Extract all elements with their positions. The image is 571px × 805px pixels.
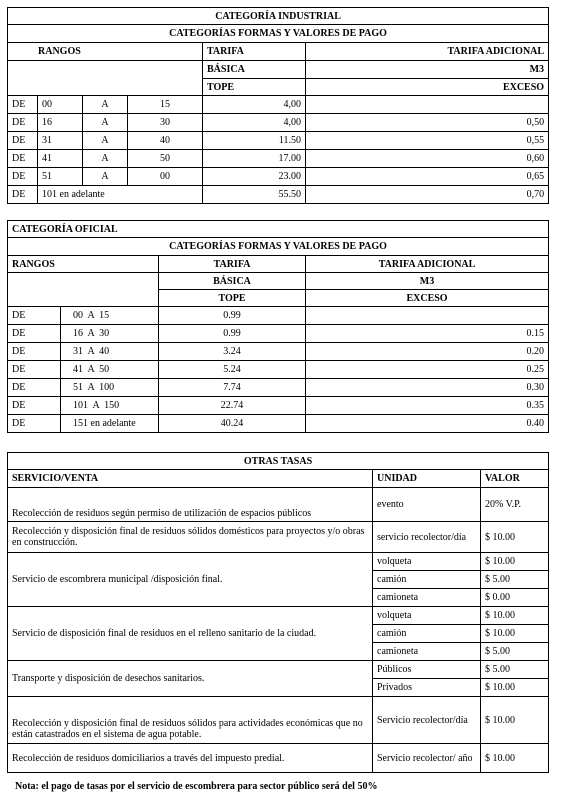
de-cell: DE (8, 96, 38, 114)
unidad-cell: Públicos (373, 661, 481, 679)
tope-cell: 23.00 (203, 168, 306, 186)
de-cell: DE (8, 132, 38, 150)
oficial-header-exceso: EXCESO (306, 290, 549, 307)
valor-cell: $ 10.00 (481, 553, 549, 571)
oficial-header-m3: M3 (306, 273, 549, 290)
de-cell: DE (8, 379, 61, 397)
exceso-cell: 0.40 (306, 415, 549, 433)
table-row (8, 186, 549, 204)
valor-cell: $ 10.00 (481, 607, 549, 625)
table-row (8, 697, 549, 744)
valor-cell: $ 5.00 (481, 643, 549, 661)
range-to: 50 (128, 150, 203, 168)
de-cell: DE (8, 114, 38, 132)
range-cell: 151 en adelante (61, 415, 159, 433)
range-a: A (83, 96, 128, 114)
unidad-cell: volqueta (373, 607, 481, 625)
tope-cell: 11.50 (203, 132, 306, 150)
exceso-cell: 0.30 (306, 379, 549, 397)
de-cell: DE (8, 397, 61, 415)
oficial-table (7, 220, 549, 433)
valor-cell: 20% V.P. (481, 488, 549, 522)
unidad-cell: camioneta (373, 589, 481, 607)
exceso-cell: 0,65 (306, 168, 549, 186)
oficial-subtitle: CATEGORÍAS FORMAS Y VALORES DE PAGO (8, 238, 549, 256)
table-row (8, 307, 549, 325)
table-row (8, 744, 549, 773)
tope-cell: 55.50 (203, 186, 306, 204)
industrial-title: CATEGORÍA INDUSTRIAL (8, 8, 549, 25)
range-cell: 101 A 150 (61, 397, 159, 415)
servicio-cell: Recolección y disposición final de residuos sólidos para actividades económicas que no están catastrados en el sistema de agua potable. (8, 697, 373, 744)
table-row (8, 132, 549, 150)
exceso-cell (306, 307, 549, 325)
range-cell: 16 A 30 (61, 325, 159, 343)
tope-cell: 4,00 (203, 96, 306, 114)
header-unidad: UNIDAD (373, 470, 481, 488)
range-to: 40 (128, 132, 203, 150)
servicio-cell: Transporte y disposición de desechos sanitarios. (8, 661, 373, 697)
exceso-cell: 0.35 (306, 397, 549, 415)
table-row (8, 379, 549, 397)
tope-cell: 0.99 (159, 307, 306, 325)
unidad-cell: volqueta (373, 553, 481, 571)
range-a: A (83, 150, 128, 168)
table-row (8, 168, 549, 186)
servicio-cell: Recolección de residuos domiciliarios a través del impuesto predial. (8, 744, 373, 773)
valor-cell: $ 10.00 (481, 697, 549, 744)
oficial-header-tarifa-adicional: TARIFA ADICIONAL (306, 256, 549, 273)
range-cell: 101 en adelante (38, 186, 203, 204)
industrial-header-basica: BÁSICA (203, 61, 306, 79)
valor-cell: $ 10.00 (481, 679, 549, 697)
otras-tasas-table (7, 452, 549, 773)
tope-cell: 7.74 (159, 379, 306, 397)
industrial-header-tarifa-adicional: TARIFA ADICIONAL (306, 43, 549, 61)
tope-cell: 5.24 (159, 361, 306, 379)
unidad-cell: servicio recolector/día (373, 522, 481, 553)
table-row (8, 397, 549, 415)
unidad-cell: camión (373, 625, 481, 643)
oficial-header-tarifa: TARIFA (159, 256, 306, 273)
table-row (8, 522, 549, 553)
header-valor: VALOR (481, 470, 549, 488)
unidad-cell: Servicio recolector/día (373, 697, 481, 744)
range-a: A (83, 168, 128, 186)
industrial-header-tope: TOPE (203, 79, 306, 96)
industrial-header-tarifa: TARIFA (203, 43, 306, 61)
tope-cell: 17.00 (203, 150, 306, 168)
table-row (8, 96, 549, 114)
valor-cell: $ 0.00 (481, 589, 549, 607)
range-from: 41 (38, 150, 83, 168)
exceso-cell: 0.25 (306, 361, 549, 379)
exceso-cell: 0.20 (306, 343, 549, 361)
oficial-title: CATEGORÍA OFICIAL (8, 221, 549, 238)
industrial-header-m3: M3 (306, 61, 549, 79)
valor-cell: $ 10.00 (481, 744, 549, 773)
de-cell: DE (8, 361, 61, 379)
servicio-cell: Servicio de escombrera municipal /disposición final. (8, 553, 373, 607)
oficial-header-tope: TOPE (159, 290, 306, 307)
de-cell: DE (8, 168, 38, 186)
range-cell: 00 A 15 (61, 307, 159, 325)
table-row (8, 325, 549, 343)
de-cell: DE (8, 343, 61, 361)
industrial-header-blank (8, 61, 203, 96)
exceso-cell: 0,60 (306, 150, 549, 168)
table-row (8, 553, 549, 571)
de-cell: DE (8, 150, 38, 168)
range-from: 16 (38, 114, 83, 132)
note-text: Nota: el pago de tasas por el servicio de escombrera para sector público será del 50% (15, 781, 378, 792)
range-from: 31 (38, 132, 83, 150)
industrial-header-rangos: RANGOS (8, 43, 203, 61)
servicio-cell: Recolección de residuos según permiso de utilización de espacios públicos (8, 488, 373, 522)
servicio-cell: Recolección y disposición final de residuos sólidos domésticos para proyectos y/o obras en construcción. (8, 522, 373, 553)
unidad-cell: camión (373, 571, 481, 589)
oficial-header-rangos: RANGOS (8, 256, 159, 273)
table-row (8, 607, 549, 625)
exceso-cell: 0,70 (306, 186, 549, 204)
range-from: 00 (38, 96, 83, 114)
range-to: 30 (128, 114, 203, 132)
de-cell: DE (8, 307, 61, 325)
industrial-table (7, 7, 549, 204)
servicio-cell: Servicio de disposición final de residuos en el relleno sanitario de la ciudad. (8, 607, 373, 661)
tope-cell: 22.74 (159, 397, 306, 415)
range-a: A (83, 114, 128, 132)
range-a: A (83, 132, 128, 150)
range-cell: 41 A 50 (61, 361, 159, 379)
de-cell: DE (8, 186, 38, 204)
exceso-cell: 0,55 (306, 132, 549, 150)
table-row (8, 488, 549, 522)
tope-cell: 3.24 (159, 343, 306, 361)
table-row (8, 150, 549, 168)
unidad-cell: Servicio recolector/ año (373, 744, 481, 773)
tope-cell: 4,00 (203, 114, 306, 132)
oficial-header-blank (8, 273, 159, 307)
table-row (8, 361, 549, 379)
exceso-cell (306, 96, 549, 114)
header-servicio: SERVICIO/VENTA (8, 470, 373, 488)
unidad-cell: evento (373, 488, 481, 522)
otras-title: OTRAS TASAS (8, 453, 549, 470)
oficial-header-basica: BÁSICA (159, 273, 306, 290)
tope-cell: 0.99 (159, 325, 306, 343)
range-to: 00 (128, 168, 203, 186)
unidad-cell: camioneta (373, 643, 481, 661)
valor-cell: $ 5.00 (481, 661, 549, 679)
range-cell: 51 A 100 (61, 379, 159, 397)
tope-cell: 40.24 (159, 415, 306, 433)
de-cell: DE (8, 415, 61, 433)
range-cell: 31 A 40 (61, 343, 159, 361)
industrial-subtitle: CATEGORÍAS FORMAS Y VALORES DE PAGO (8, 25, 549, 43)
valor-cell: $ 10.00 (481, 522, 549, 553)
exceso-cell: 0.15 (306, 325, 549, 343)
table-row (8, 114, 549, 132)
industrial-header-exceso: EXCESO (306, 79, 549, 96)
de-cell: DE (8, 325, 61, 343)
table-row (8, 415, 549, 433)
exceso-cell: 0,50 (306, 114, 549, 132)
valor-cell: $ 10.00 (481, 625, 549, 643)
valor-cell: $ 5.00 (481, 571, 549, 589)
unidad-cell: Privados (373, 679, 481, 697)
range-to: 15 (128, 96, 203, 114)
table-row (8, 661, 549, 679)
table-row (8, 343, 549, 361)
range-from: 51 (38, 168, 83, 186)
